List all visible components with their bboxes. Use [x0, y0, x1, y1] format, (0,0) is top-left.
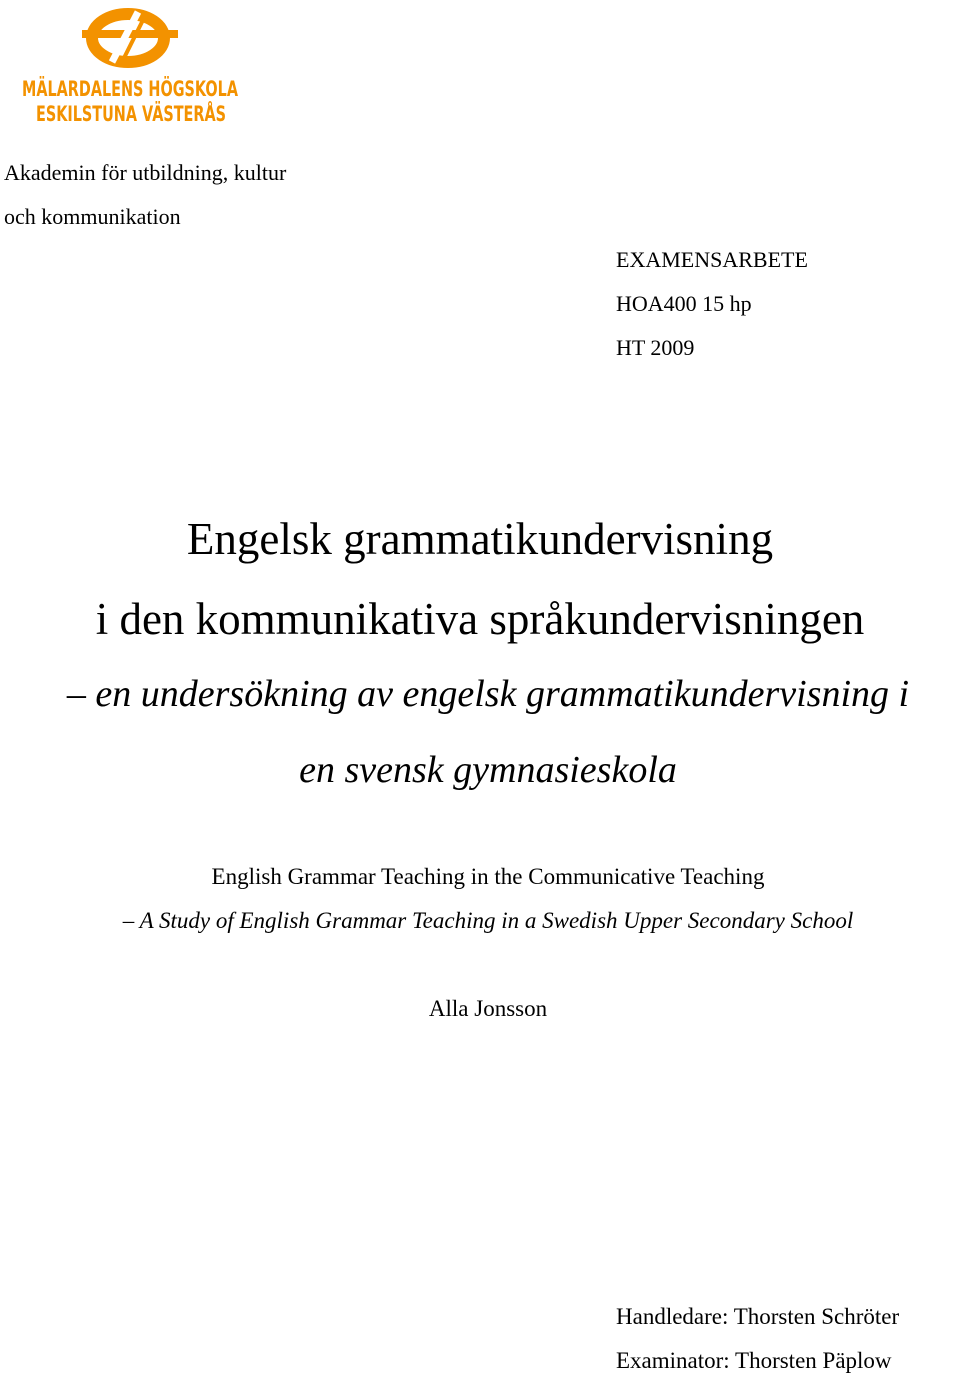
faculty-name-line-1: Akademin för utbildning, kultur	[4, 160, 287, 185]
exam-type: EXAMENSARBETE	[616, 247, 808, 272]
subtitle-swedish-line-2: en svensk gymnasieskola	[299, 749, 677, 791]
author-name: Alla Jonsson	[428, 996, 548, 1021]
exam-course: HOA400 15 hp	[616, 291, 752, 316]
examiner: Examinator: Thorsten Päplow	[616, 1348, 892, 1373]
title-swedish-line-2: i den kommunikativa språkundervisningen	[95, 594, 865, 644]
subtitle-swedish-line-1: – en undersökning av engelsk grammatikundervisning i	[66, 673, 910, 715]
subtitle-english: – A Study of English Grammar Teaching in a Swedish Upper Secondary School	[122, 908, 854, 933]
title-english: English Grammar Teaching in the Communicative Teaching	[211, 864, 765, 889]
exam-term: HT 2009	[616, 335, 695, 360]
logo-emblem-icon	[20, 0, 337, 130]
logo-text-line-1: MÄLARDALENS HÖGSKOLA	[22, 77, 337, 101]
supervisor: Handledare: Thorsten Schröter	[616, 1304, 900, 1329]
faculty-name-line-2: och kommunikation	[4, 204, 181, 229]
university-logo	[20, 0, 337, 130]
logo-text-line-2: ESKILSTUNA VÄSTERÅS	[36, 102, 313, 126]
title-swedish-line-1: Engelsk grammatikundervisning	[186, 514, 774, 564]
